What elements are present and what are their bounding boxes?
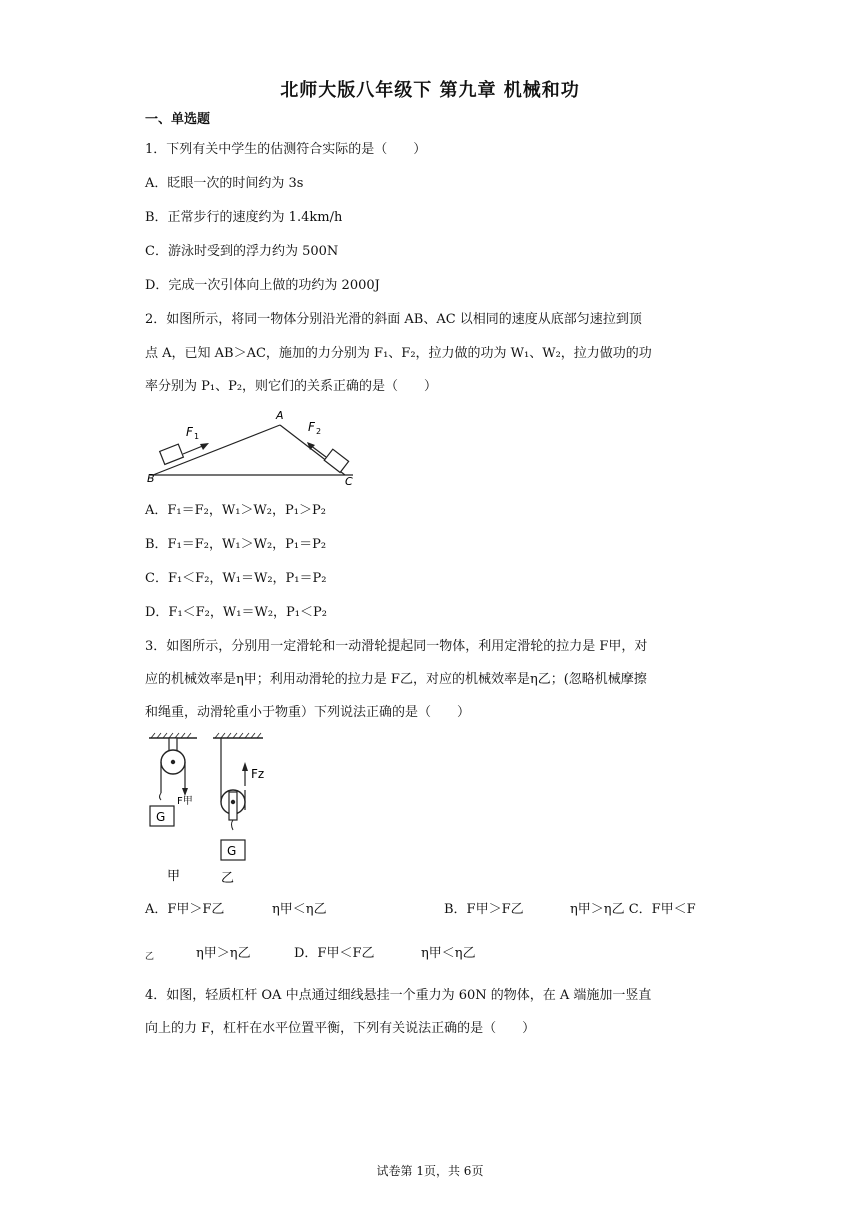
question-3-option-c-wrap: 乙 <box>145 952 155 962</box>
question-3-option-b-efficiency-and-c: η甲＞η乙 C．F甲＜F <box>570 902 696 917</box>
question-2-option-a: A．F₁＝F₂，W₁＞W₂，P₁＞P₂ <box>145 503 326 518</box>
question-1-option-a: A．眨眼一次的时间约为 3s <box>145 176 304 191</box>
question-2-option-c: C．F₁＜F₂，W₁＝W₂，P₁＝P₂ <box>145 571 327 586</box>
fig-label-b: B <box>147 472 155 485</box>
fig-label-a: A <box>276 409 284 422</box>
fig-label-c: C <box>345 475 353 487</box>
movable-pulley-weight-label: G <box>227 844 237 858</box>
page-footer: 试卷第 1页，共 6页 <box>376 1164 484 1178</box>
question-2-line-3: 率分别为 P₁、P₂，则它们的关系正确的是（ ） <box>145 379 438 394</box>
section-heading: 一、单选题 <box>145 112 211 127</box>
fig-label-f1: F <box>186 425 193 439</box>
fixed-pulley-caption: 甲 <box>167 869 181 884</box>
question-3-line-1: 3．如图所示，分别用一定滑轮和一动滑轮提起同一物体，利用定滑轮的拉力是 F甲，对 <box>145 639 648 654</box>
question-1-option-d: D．完成一次引体向上做的功约为 2000J <box>145 278 380 293</box>
fig-label-f2-sub: 2 <box>316 427 322 436</box>
page-title: 北师大版八年级下 第九章 机械和功 <box>280 80 580 101</box>
question-4-line-2: 向上的力 F，杠杆在水平位置平衡，下列有关说法正确的是（ ） <box>145 1021 536 1036</box>
question-3-line-2: 应的机械效率是η甲；利用动滑轮的拉力是 F乙，对应的机械效率是η乙；(忽略机械摩擦 <box>145 672 647 687</box>
question-2-option-d: D．F₁＜F₂，W₁＝W₂，P₁＜P₂ <box>145 605 327 620</box>
question-2-line-2: 点 A，已知 AB＞AC，施加的力分别为 F₁、F₂，拉力做的功为 W₁、W₂，拉力做功的功 <box>145 346 652 361</box>
question-2-option-b: B．F₁＝F₂，W₁＞W₂，P₁＝P₂ <box>145 537 327 552</box>
question-3-option-a-force: A．F甲＞F乙 <box>145 902 225 917</box>
question-3-line-3: 和绳重，动滑轮重小于物重）下列说法正确的是（ ） <box>145 705 471 720</box>
question-1-stem: 1．下列有关中学生的估测符合实际的是（ ） <box>145 142 427 157</box>
question-3-option-d-force: D．F甲＜F乙 <box>294 946 375 961</box>
fig-label-f1-sub: 1 <box>194 432 200 441</box>
question-4-line-1: 4．如图，轻质杠杆 OA 中点通过细线悬挂一个重力为 60N 的物体，在 A 端施加一竖直 <box>145 988 652 1003</box>
question-2-line-1: 2．如图所示，将同一物体分别沿光滑的斜面 AB、AC 以相同的速度从底部匀速拉到顶 <box>145 312 642 327</box>
question-3-option-c-efficiency: η甲＞η乙 <box>196 946 251 961</box>
question-1-option-b: B．正常步行的速度约为 1.4km/h <box>145 210 343 225</box>
fixed-pulley-weight-label: G <box>156 810 166 824</box>
fixed-pulley-force-label: F甲 <box>177 796 193 807</box>
question-3-option-a-efficiency: η甲＜η乙 <box>272 902 327 917</box>
movable-pulley-force-label: Fz <box>251 767 265 781</box>
incline-figure <box>145 405 360 487</box>
question-3-option-d-efficiency: η甲＜η乙 <box>421 946 476 961</box>
question-3-option-b-force: B．F甲＞F乙 <box>444 902 524 917</box>
fig-label-f2: F <box>308 420 315 434</box>
pulley-figure <box>145 730 285 888</box>
movable-pulley-caption: 乙 <box>221 871 235 886</box>
question-1-option-c: C．游泳时受到的浮力约为 500N <box>145 244 339 259</box>
